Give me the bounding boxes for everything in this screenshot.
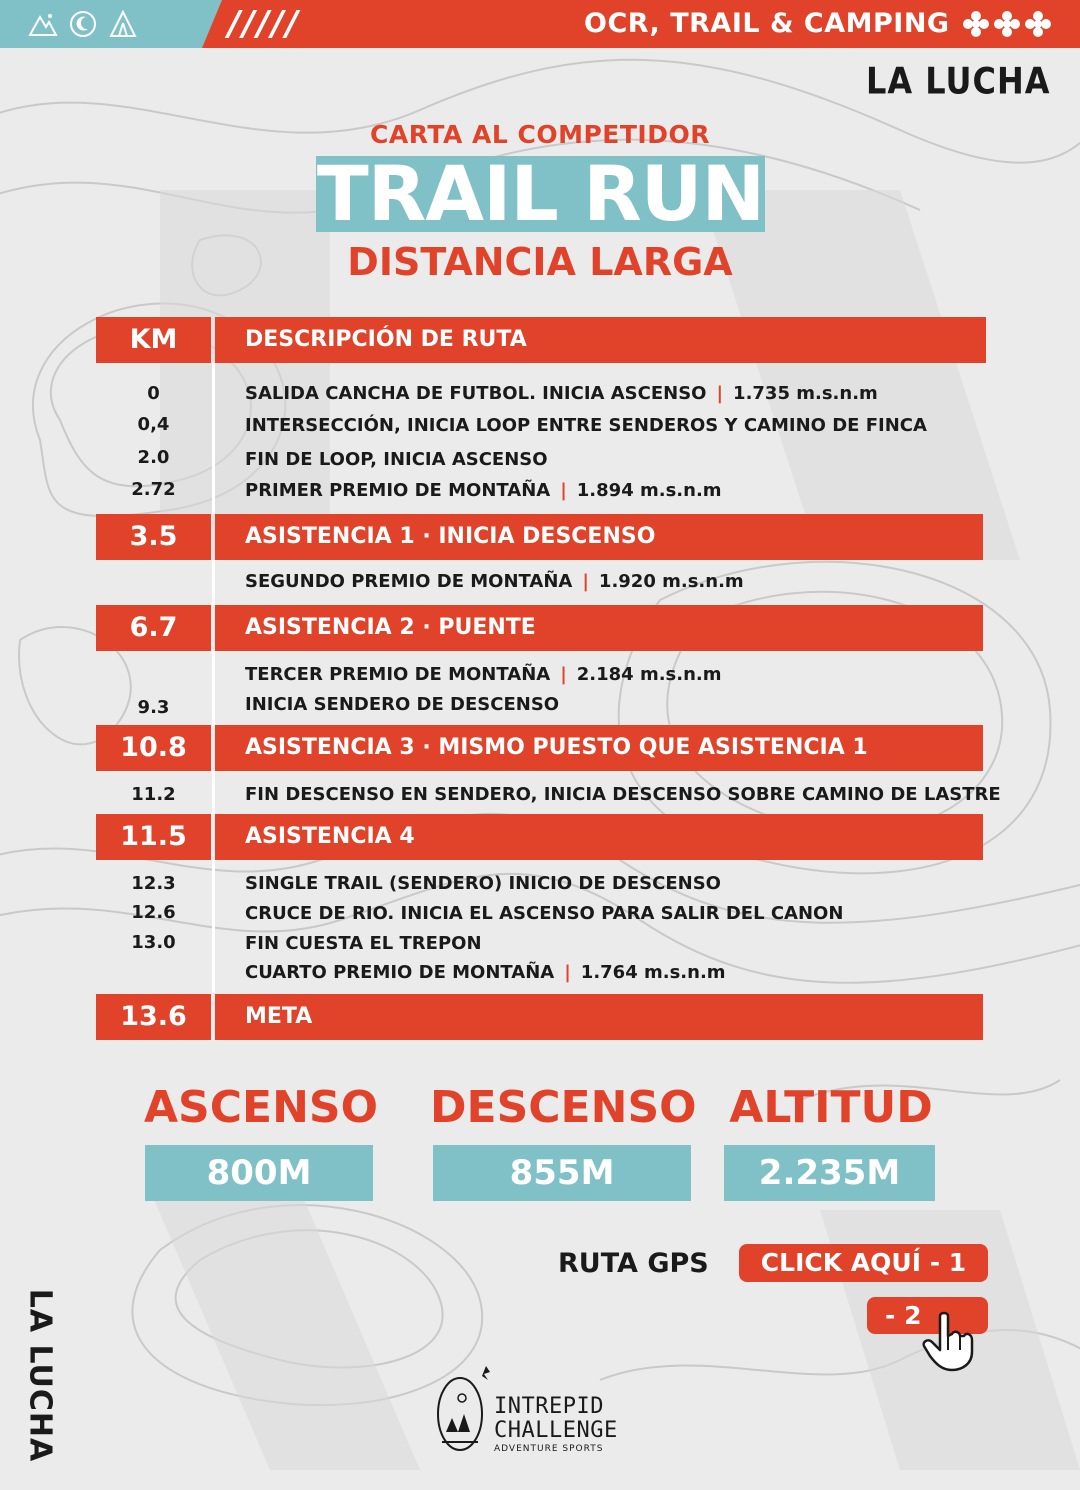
route-description: SALIDA CANCHA DE FUTBOL. INICIA ASCENSO | 1.735 m.s.n.m bbox=[245, 383, 878, 404]
route-description: FIN DE LOOP, INICIA ASCENSO bbox=[245, 449, 548, 470]
km-value: 9.3 bbox=[137, 697, 170, 718]
km-value: 0 bbox=[147, 383, 160, 404]
route-description: SEGUNDO PREMIO DE MONTAÑA | 1.920 m.s.n.m bbox=[245, 571, 744, 592]
checkpoint-description: ASISTENCIA 4 bbox=[215, 814, 983, 860]
descent-value: 855M bbox=[433, 1145, 691, 1201]
km-value: 12.3 bbox=[131, 873, 176, 894]
gps-route-label: RUTA GPS bbox=[558, 1248, 709, 1279]
km-value: 11.2 bbox=[131, 784, 176, 805]
separator: | bbox=[582, 571, 589, 592]
finish-km: 13.6 bbox=[96, 994, 211, 1040]
checkpoint-km: 6.7 bbox=[96, 605, 211, 651]
route-description: TERCER PREMIO DE MONTAÑA | 2.184 m.s.n.m bbox=[245, 664, 722, 685]
checkpoint-km: 10.8 bbox=[96, 725, 211, 771]
table-divider bbox=[212, 651, 215, 726]
table-divider bbox=[212, 363, 215, 514]
brand-logo-side: LA LUCHA bbox=[22, 1288, 58, 1463]
elevation: 1.920 m.s.n.m bbox=[598, 571, 744, 592]
checkpoint-km: 3.5 bbox=[96, 514, 211, 560]
finish-description: META bbox=[215, 994, 983, 1040]
route-description: CRUCE DE RIO. INICIA EL ASCENSO PARA SALIR DEL CANON bbox=[245, 903, 844, 924]
elevation: 1.735 m.s.n.m bbox=[733, 383, 878, 404]
sponsor-tagline: ADVENTURE SPORTS bbox=[494, 1444, 604, 1454]
flower-icons-group bbox=[962, 10, 1052, 38]
km-value: 0,4 bbox=[137, 414, 170, 435]
checkpoint-description: ASISTENCIA 2 · PUENTE bbox=[215, 605, 983, 651]
table-divider bbox=[212, 860, 215, 993]
tent-icon bbox=[108, 9, 138, 39]
kicker-title: CARTA AL COMPETIDOR bbox=[370, 120, 710, 149]
brand-logo-top: LA LUCHA bbox=[866, 59, 1051, 103]
table-divider bbox=[212, 560, 215, 605]
table-divider bbox=[212, 771, 215, 814]
sponsor-name-line1: INTREPID bbox=[494, 1394, 604, 1419]
route-description: INICIA SENDERO DE DESCENSO bbox=[245, 694, 560, 715]
pointer-hand-icon bbox=[918, 1310, 980, 1372]
gps-link-button-2[interactable]: - 2 bbox=[867, 1297, 988, 1334]
separator: | bbox=[560, 480, 567, 501]
intrepid-challenge-logo-icon bbox=[432, 1362, 492, 1458]
checkpoint-description: ASISTENCIA 1 · INICIA DESCENSO bbox=[215, 514, 983, 560]
event-tagline: OCR, TRAIL & CAMPING bbox=[584, 8, 950, 39]
table-header-km: KM bbox=[96, 317, 211, 363]
page-title: TRAIL RUN bbox=[316, 149, 765, 238]
route-description: SINGLE TRAIL (SENDERO) INICIO DE DESCENSO bbox=[245, 873, 721, 894]
elevation: 1.764 m.s.n.m bbox=[580, 962, 726, 983]
route-description: INTERSECCIÓN, INICIA LOOP ENTRE SENDEROS Y CAMINO DE FINCA bbox=[245, 415, 927, 436]
route-description: FIN CUESTA EL TREPON bbox=[245, 933, 482, 954]
moon-icon bbox=[68, 9, 98, 39]
altitude-value: 2.235M bbox=[724, 1145, 935, 1201]
elevation: 2.184 m.s.n.m bbox=[576, 664, 722, 685]
km-value: 2.0 bbox=[137, 447, 170, 468]
km-value: 2.72 bbox=[131, 479, 176, 500]
ascent-label: ASCENSO bbox=[144, 1082, 379, 1133]
checkpoint-km: 11.5 bbox=[96, 814, 211, 860]
gps-link-button-1[interactable]: CLICK AQUÍ - 1 bbox=[739, 1244, 988, 1282]
km-value: 12.6 bbox=[131, 902, 176, 923]
route-description: CUARTO PREMIO DE MONTAÑA | 1.764 m.s.n.m bbox=[245, 962, 726, 983]
flower-icon bbox=[962, 10, 990, 38]
sponsor-name-line2: CHALLENGE bbox=[494, 1418, 618, 1443]
elevation: 1.894 m.s.n.m bbox=[576, 480, 722, 501]
altitude-label: ALTITUD bbox=[729, 1082, 933, 1133]
separator: | bbox=[564, 962, 571, 983]
separator: | bbox=[716, 383, 724, 404]
flower-icon bbox=[1024, 10, 1052, 38]
decorative-slashes: ///// bbox=[228, 4, 301, 44]
descent-label: DESCENSO bbox=[430, 1082, 697, 1133]
route-description: FIN DESCENSO EN SENDERO, INICIA DESCENSO SOBRE CAMINO DE LASTRE bbox=[245, 784, 1001, 805]
top-icons-group bbox=[28, 9, 138, 39]
ascent-value: 800M bbox=[145, 1145, 373, 1201]
separator: | bbox=[560, 664, 567, 685]
route-description: PRIMER PREMIO DE MONTAÑA | 1.894 m.s.n.m bbox=[245, 480, 722, 501]
table-header-description: DESCRIPCIÓN DE RUTA bbox=[215, 317, 986, 363]
mountain-icon bbox=[28, 9, 58, 39]
page-subtitle: DISTANCIA LARGA bbox=[347, 240, 733, 284]
km-value: 13.0 bbox=[131, 932, 176, 953]
flower-icon bbox=[993, 10, 1021, 38]
checkpoint-description: ASISTENCIA 3 · MISMO PUESTO QUE ASISTENCIA 1 bbox=[215, 725, 983, 771]
